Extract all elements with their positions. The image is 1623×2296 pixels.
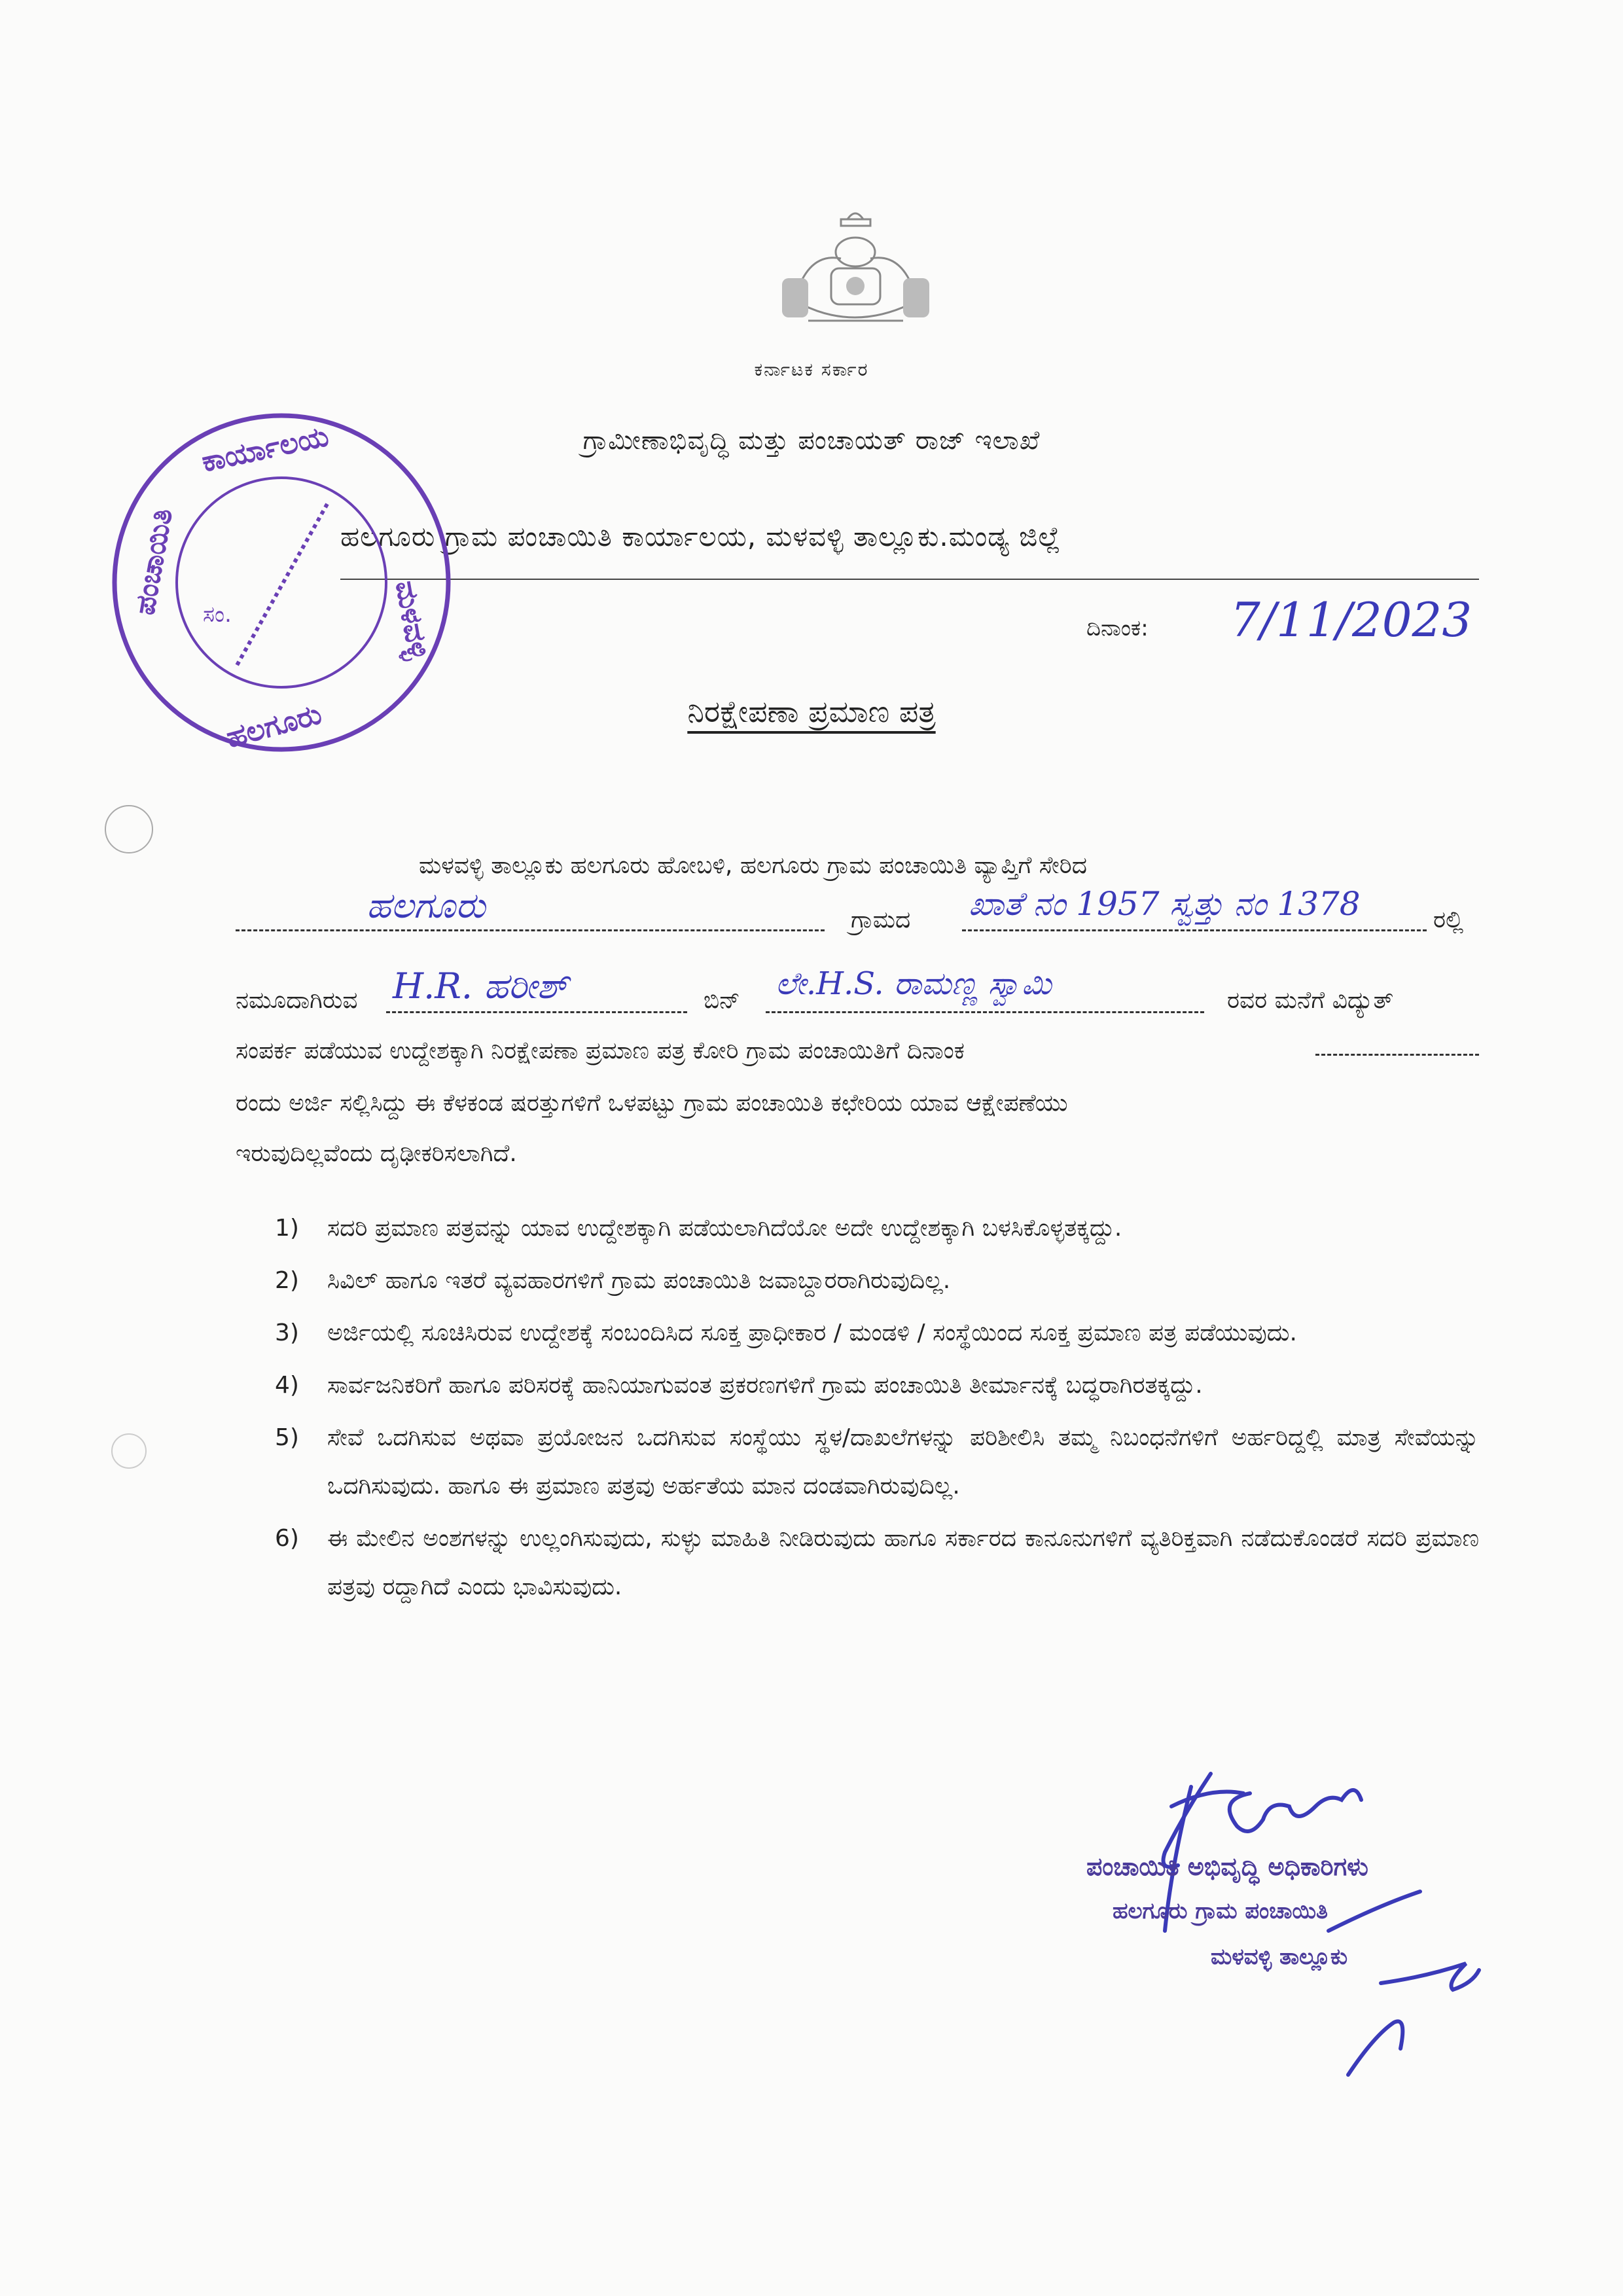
condition-item: 1) ಸದರಿ ಪ್ರಮಾಣ ಪತ್ರವನ್ನು ಯಾವ ಉದ್ದೇಶಕ್ಕಾಗಿ ಪಡೆಯಲಾಗಿದೆಯೋ ಅದೇ ಉದ್ದೇಶಕ್ಕಾಗಿ ಬಳಸಿಕೊಳ್ಳತಕ್ಕದ್ದು. (275, 1215, 1122, 1242)
punch-hole-bottom (111, 1433, 147, 1469)
name-handwritten: H.R. ಹರೀಶ್ (393, 965, 568, 1007)
date-value: 7/11/2023 (1230, 592, 1472, 647)
property-handwritten: ಖಾತೆ ನಂ 1957 ಸ್ವತ್ತು ನಂ 1378 (969, 885, 1361, 923)
condition-item: 3) ಅರ್ಜಿಯಲ್ಲಿ ಸೂಚಿಸಿರುವ ಉದ್ದೇಶಕ್ಕೆ ಸಂಬಂದಿಸಿದ ಸೂಕ್ತ ಪ್ರಾಧೀಕಾರ / ಮಂಡಳಿ / ಸಂಸ್ಥೆಯಿಂದ ಸೂಕ್ತ ಪ್ರಮಾಣ ಪತ್ರ ಪಡೆಯುವುದು. (275, 1319, 1297, 1346)
village-handwritten: ಹಲಗೂರು (366, 885, 486, 926)
signatory-designation: ಪಂಚಾಯಿತಿ ಅಭಿವೃದ್ಧಿ ಅಧಿಕಾರಿಗಳು (1086, 1852, 1368, 1881)
namoodagiruva-label: ನಮೂದಾಗಿರುವ (236, 987, 358, 1014)
condition-item: 2) ಸಿವಿಲ್ ಹಾಗೂ ಇತರೆ ವ್ಯವಹಾರಗಳಿಗೆ ಗ್ರಾಮ ಪಂಚಾಯಿತಿ ಜವಾಬ್ದಾರರಾಗಿರುವುದಿಲ್ಲ. (275, 1267, 951, 1294)
body-line-5: ಇರುವುದಿಲ್ಲವೆಂದು ದೃಢೀಕರಿಸಲಾಗಿದೆ. (236, 1140, 517, 1167)
father-handwritten: ಲೇ.H.S. ರಾಮಣ್ಣ ಸ್ವಾಮಿ (776, 965, 1052, 1002)
state-emblem-icon (769, 206, 942, 337)
seal-left-text: ಪಂಚಾಯಿತಿ (128, 505, 179, 618)
gramada-label: ಗ್ರಾಮದ (851, 906, 911, 933)
signatory-taluk: ಮಳವಳ್ಳಿ ತಾಲ್ಲೂಕು (1211, 1944, 1348, 1970)
father-blank (766, 1011, 1204, 1013)
body-line-2-end: ರವರ ಮನೆಗೆ ವಿದ್ಯುತ್ (1227, 987, 1394, 1014)
condition-item: 5) ಸೇವೆ ಒದಗಿಸುವ ಅಥವಾ ಪ್ರಯೋಜನ ಒದಗಿಸುವ ಸಂಸ್ಥೆಯು ಸ್ಥಳ/ದಾಖಲೆಗಳನ್ನು ಪರಿಶೀಲಿಸಿ ತಮ್ಮ ನಿಬಂಧನೆಗಳಿಗೆ ಅರ್ಹರಿದ್ದಲ್ಲಿ ಮಾತ್ರ ಸೇವೆಯನ್ನು ಒದಗಿಸುವುದು. ಹಾಗೂ ಈ ಪ್ರಮಾಣ ಪತ್ರವು ಅರ್ಹತೆಯ ಮಾನ ದಂಡವಾಗಿರುವುದಿಲ್ಲ. (275, 1424, 1479, 1499)
property-blank (962, 929, 1427, 931)
seal-top-text: ಕಾರ್ಯಾಲಯ (198, 419, 332, 479)
seal-inner-no: ಸಂ. (203, 601, 232, 628)
seal-right-text: ಮಳವಳ್ಳಿ (388, 578, 436, 662)
ralli-label: ರಲ್ಲಿ (1433, 906, 1464, 933)
officer-signature (1054, 1767, 1616, 2094)
application-date-blank (1315, 1054, 1479, 1056)
government-name: ಕರ್ನಾಟಕ ಸರ್ಕಾರ (754, 359, 869, 380)
office-name: ಹಲಗೂರು ಗ್ರಾಮ ಪಂಚಾಯಿತಿ ಕಾರ್ಯಾಲಯ, ಮಳವಳ್ಳಿ ತಾಲ್ಲೂಕು.ಮಂಡ್ಯ ಜಿಲ್ಲೆ (340, 520, 1061, 552)
condition-item: 6) ಈ ಮೇಲಿನ ಅಂಶಗಳನ್ನು ಉಲ್ಲಂಗಿಸುವುದು, ಸುಳ್ಳು ಮಾಹಿತಿ ನೀಡಿರುವುದು ಹಾಗೂ ಸರ್ಕಾರದ ಕಾನೂನುಗಳಿಗೆ ವ್ಯತಿರಿಕ್ತವಾಗಿ ನಡೆದುಕೊಂಡರೆ ಸದರಿ ಪ್ರಮಾಣ ಪತ್ರವು ರದ್ದಾಗಿದೆ ಎಂದು ಭಾವಿಸುವುದು. (275, 1525, 1479, 1600)
seal-bottom-text: ಹಲಗೂರು (223, 697, 325, 755)
punch-hole-top (105, 805, 153, 853)
department-name: ಗ್ರಾಮೀಣಾಭಿವೃದ್ಧಿ ಮತ್ತು ಪಂಚಾಯತ್ ರಾಜ್ ಇಲಾಖೆ (582, 425, 1041, 456)
village-blank (236, 929, 825, 931)
certificate-title: ನಿರಕ್ಷೇಪಣಾ ಪ್ರಮಾಣ ಪತ್ರ (687, 694, 936, 729)
condition-item: 4) ಸಾರ್ವಜನಿಕರಿಗೆ ಹಾಗೂ ಪರಿಸರಕ್ಕೆ ಹಾನಿಯಾಗುವಂತ ಪ್ರಕರಣಗಳಿಗೆ ಗ್ರಾಮ ಪಂಚಾಯಿತಿ ತೀರ್ಮಾನಕ್ಕೆ ಬದ್ಧರಾಗಿರತಕ್ಕದ್ದು. (275, 1372, 1203, 1399)
signatory-office: ಹಲಗೂರು ಗ್ರಾಮ ಪಂಚಾಯಿತಿ (1113, 1898, 1328, 1924)
name-blank (386, 1011, 687, 1013)
date-label: ದಿನಾಂಕ: (1086, 615, 1149, 641)
bin-label: ಬಿನ್ (704, 987, 740, 1014)
body-line-3: ಸಂಪರ್ಕ ಪಡೆಯುವ ಉದ್ದೇಶಕ್ಕಾಗಿ ನಿರಕ್ಷೇಪಣಾ ಪ್ರಮಾಣ ಪತ್ರ ಕೋರಿ ಗ್ರಾಮ ಪಂಚಾಯಿತಿಗೆ ದಿನಾಂಕ (236, 1037, 965, 1064)
body-line-1: ಮಳವಳ್ಳಿ ತಾಲ್ಲೂಕು ಹಲಗೂರು ಹೋಬಳಿ, ಹಲಗೂರು ಗ್ರಾಮ ಪಂಚಾಯಿತಿ ವ್ಯಾಪ್ತಿಗೆ ಸೇರಿದ (419, 852, 1088, 879)
conditions-list (275, 1204, 1479, 1615)
header-divider (340, 579, 1479, 580)
body-line-4: ರಂದು ಅರ್ಜಿ ಸಲ್ಲಿಸಿದ್ದು ಈ ಕೆಳಕಂಡ ಷರತ್ತುಗಳಿಗೆ ಒಳಪಟ್ಟು ಗ್ರಾಮ ಪಂಚಾಯಿತಿ ಕಛೇರಿಯ ಯಾವ ಆಕ್ಷೇಪಣೆಯು (236, 1090, 1068, 1117)
